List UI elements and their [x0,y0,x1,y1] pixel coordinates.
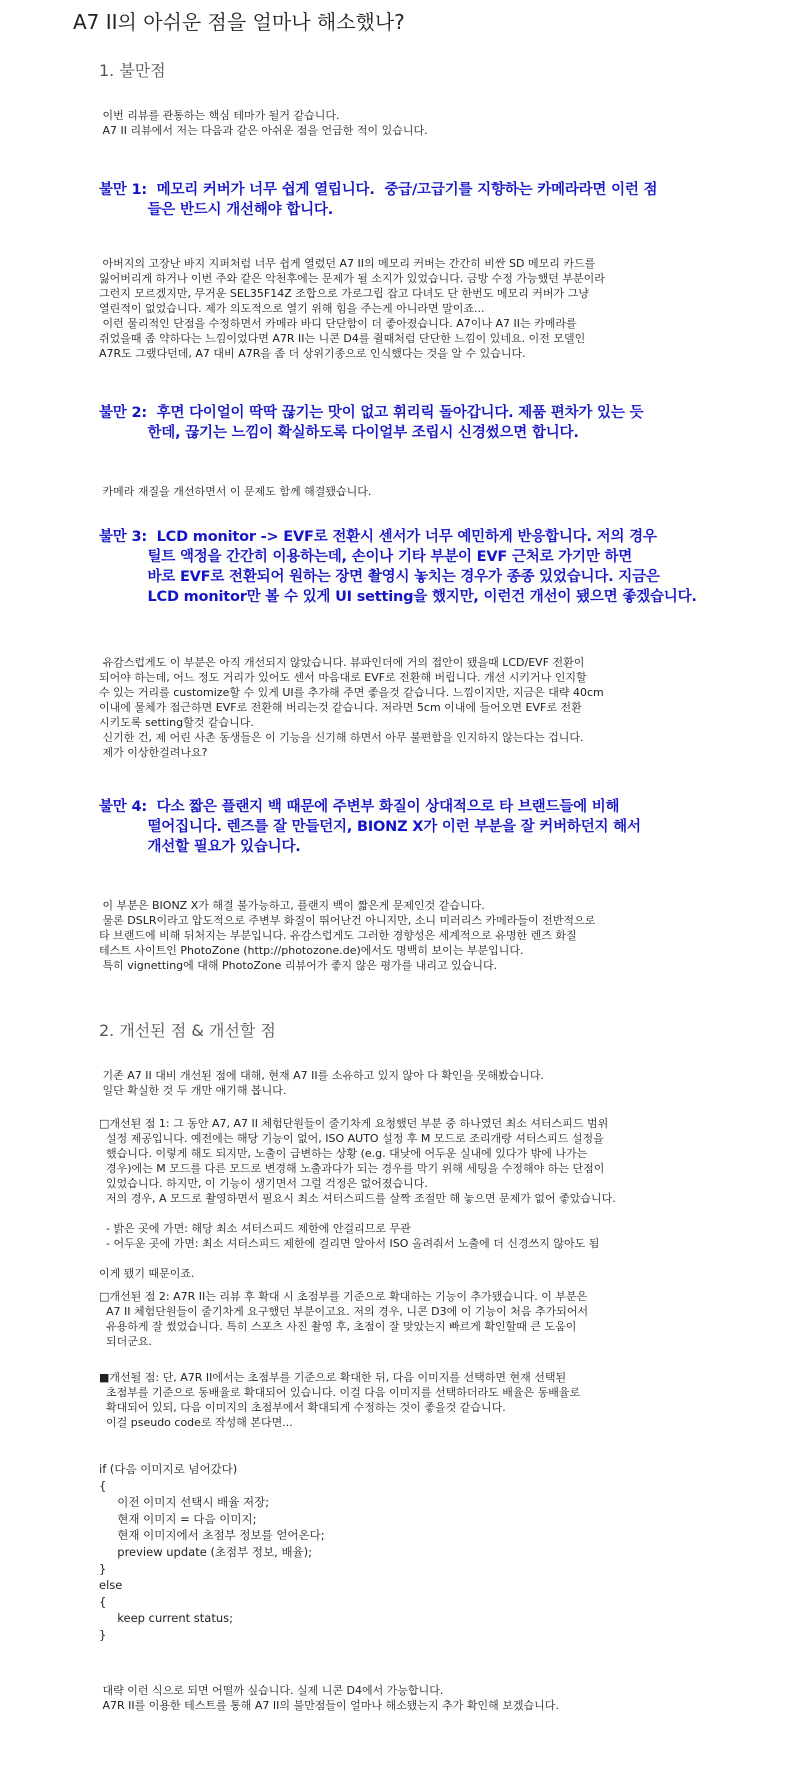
issue-body-3: 유감스럽게도 이 부분은 아직 개선되지 않았습니다. 뷰파인더에 거의 접안이 됐을때 LCD/EVF 전환이 되어야 하는데, 어느 정도 거리가 있어도 센서 마음대로 EVF로 전환해 버립니다. 개선 시키거나 인지할 수 있는 거리를 customize할 수 있게 UI를 추가해 주면 좋을것 같습니다. 느낌이지만, 지금은 대략 40cm 이내에 물체가 접근하면 EVF로 전환해 버리는것 같습니다. 저라면 5cm 이내에 들어오면 EVF로 전환 시키도록 setting할것 같습니다. 신기한 건, 제 어린 사촌 동생들은 이 기능을 신기해 하면서 아무 불편함을 인지하지 않는다는 겁니다. 제가 이상한걸려나요? [99,656,604,759]
section-intro-2: 기존 A7 II 대비 개선된 점에 대해, 현재 A7 II를 소유하고 있지 않아 다 확인을 못해봤습니다. 일단 확실한 것 두 개만 얘기해 봅니다. [102,1069,544,1097]
issue-title-1: 불만 1: 메모리 커버가 너무 쉽게 열립니다. 중급/고급기를 지향하는 카메라라면 이런 점 들은 반드시 개선해야 합니다. [99,182,658,218]
issue-body-2: 카메라 재질을 개선하면서 이 문제도 함께 해결됐습니다. [99,485,372,498]
issue-body-4: 이 부분은 BIONZ X가 해결 불가능하고, 플랜지 백이 짧은게 문제인것 같습니다. 물론 DSLR이라고 압도적으로 주변부 화질이 뛰어난건 아니지만, 소니 미러리스 카메라들이 전반적으로 타 브랜드에 비해 뒤처지는 부분입니다. 유감스럽게도 그러한 경향성은 세계적으로 유명한 렌즈 화질 테스트 사이트인 PhotoZone (http://photozone.de)에서도 명백히 보이는 부분입니다. 특히 vignetting에 대해 PhotoZone 리뷰어가 좋지 않은 평가를 내리고 있습니다. [99,899,596,972]
page-title: A7 II의 아쉬운 점을 얼마나 해소했나? [73,10,405,34]
improvement-1: □개선된 점 1: 그 동안 A7, A7 II 체험단원들이 줄기차게 요청했던 부분 중 하나였던 최소 셔터스피드 범위 설정 제공입니다. 예전에는 해당 기능이 없어, ISO AUTO 설정 후 M 모드로 조리개랑 셔터스피드 설정을 했습니다. 이렇게 해도 되지만, 노출이 급변하는 상황 (e.g. 대낮에 어두운 실내에 있다가 밖에 나가는 경우)에는 M 모드를 다른 모드로 변경해 노출과다가 되는 경우를 막기 위해 세팅을 수정해야 하는 단점이 있었습니다. 하지만, 이 기능이 생기면서 그럴 걱정은 없어졌습니다. 저의 경우, A 모드로 촬영하면서 필요시 최소 셔터스피드를 살짝 조절만 해 놓으면 문제가 없어 좋았습니다. - 밝은 곳에 가면: 해당 최소 셔터스피드 제한에 안걸리므로 무관 - 어두운 곳에 가면: 최소 셔터스피드 제한에 걸리면 알아서 ISO 올려줘서 노출에 더 신경쓰지 않아도 됨 이게 됐기 때문이죠. [99,1117,616,1280]
closing-paragraph: 대략 이런 식으로 되면 어떨까 싶습니다. 실제 니콘 D4에서 가능합니다. A7R II를 이용한 테스트를 통해 A7 II의 불만점들이 얼마나 해소됐는지 추가 확인해 보겠습니다. [102,1684,559,1712]
improvement-to-make: ■개선될 점: 단, A7R II에서는 초점부를 기준으로 확대한 뒤, 다음 이미지를 선택하면 현재 선택된 초점부를 기준으로 동배율로 확대되어 있습니다. 이걸 다음 이미지를 선택하더라도 배율은 동배율로 확대되어 있되, 다음 이미지의 초점부에서 확대되게 수정하는 것이 좋을것 같습니다. 이걸 pseudo code로 작성해 본다면... [99,1371,581,1429]
improvement-2: □개선된 점 2: A7R II는 리뷰 후 확대 시 초점부를 기준으로 확대하는 기능이 추가됐습니다. 이 부분은 A7 II 체험단원들이 줄기차게 요구했던 부분이고요. 저의 경우, 니콘 D3에 이 기능이 처음 추가되어서 유용하게 잘 썼었습니다. 특히 스포츠 사진 촬영 후, 초점이 잘 맞았는지 빠르게 확인할때 큰 도움이 되더군요. [99,1290,589,1348]
issue-title-4: 불만 4: 다소 짧은 플랜지 백 때문에 주변부 화질이 상대적으로 타 브랜드들에 비해 떨어집니다. 렌즈를 잘 만들던지, BIONZ X가 이런 부분을 잘 커버하던지 해서 개선할 필요가 있습니다. [99,799,641,855]
issue-title-2: 불만 2: 후면 다이얼이 딱딱 끊기는 맛이 없고 휘리릭 돌아갑니다. 제품 편차가 있는 듯 한데, 끊기는 느낌이 확실하도록 다이얼부 조립시 신경썼으면 합니다. [99,405,644,441]
issue-body-1: 아버지의 고장난 바지 지퍼처럼 너무 쉽게 열렸던 A7 II의 메모리 커버는 간간히 비싼 SD 메모리 카드를 잃어버리게 하거나 이번 주와 같은 악천후에는 문제가 될 소지가 있었습니다. 금방 수정 가능했던 부분이라 그런지 모르겠지만, 무거운 SEL35F14Z 조합으로 가로그립 잡고 다녀도 단 한번도 메모리 커버가 그냥 열린적이 없었습니다. 제가 의도적으로 열기 위해 힘을 주는게 아니라면 말이죠... 이런 물리적인 단점을 수정하면서 카메라 바디 단단함이 더 좋아졌습니다. A7이나 A7 II는 카메라를 쥐었을때 좀 약하다는 느낌이었다면 A7R II는 니콘 D4를 쥘때처럼 단단한 느낌이 있네요. 이전 모델인 A7R도 그랬다던데, A7 대비 A7R을 좀 더 상위기종으로 인식했다는 것을 알 수 있습니다. [99,257,605,360]
pseudo-code-block: if (다음 이미지로 넘어갔다) { 이전 이미지 선택시 배율 저장; 현재 이미지 = 다음 이미지; 현재 이미지에서 초점부 정보를 얻어온다; preview update (초점부 정보, 배율); } else { keep current status; } [99,1462,325,1642]
issue-title-3: 불만 3: LCD monitor -> EVF로 전환시 센서가 너무 예민하게 반응합니다. 저의 경우 틸트 액정을 간간히 이용하는데, 손이나 기타 부분이 EVF 근처로 가기만 하면 바로 EVF로 전환되어 원하는 장면 촬영시 놓치는 경우가 종종 있었습니다. 지금은 LCD monitor만 볼 수 있게 UI setting을 했지만, 이런건 개선이 됐으면 좋겠습니다. [99,529,697,605]
section-heading-improvements: 2. 개선된 점 & 개선할 점 [99,1021,276,1040]
section-intro: 이번 리뷰를 관통하는 핵심 테마가 될거 같습니다. A7 II 리뷰에서 저는 다음과 같은 아쉬운 점을 언급한 적이 있습니다. [102,109,428,137]
section-heading-complaints: 1. 불만점 [99,61,166,80]
